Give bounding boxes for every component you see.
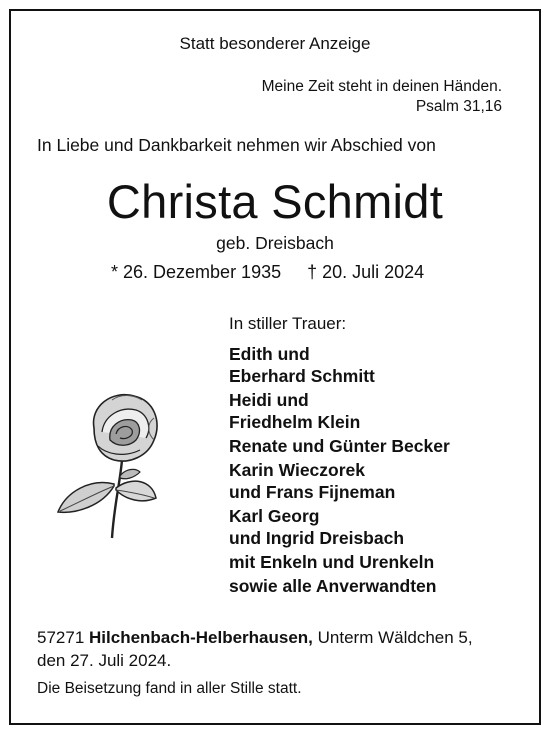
- place-and-date: [37, 626, 473, 672]
- mourner-line: Friedhelm Klein: [229, 412, 361, 432]
- notice-date: den 27. Juli 2024.: [37, 651, 172, 670]
- street-name: Unterm Wäldchen 5,: [317, 628, 473, 647]
- verse-source: Psalm 31,16: [415, 98, 502, 115]
- farewell-intro: In Liebe und Dankbarkeit nehmen wir Abschied von: [37, 135, 436, 155]
- mourner-line: sowie alle Anverwandten: [229, 576, 437, 596]
- mourner-line: Heidi und: [229, 390, 309, 410]
- town-name: Hilchenbach-Helberhausen,: [89, 628, 313, 647]
- mourner-line: Edith und: [229, 344, 310, 364]
- mourner-line: Karl Georg: [229, 506, 320, 526]
- birth-date: * 26. Dezember 1935: [111, 262, 282, 282]
- deceased-name: Christa Schmidt: [106, 175, 444, 228]
- rose-icon: [50, 388, 180, 548]
- mourner-group: [229, 551, 450, 573]
- mourner-line: mit Enkeln und Urenkeln: [229, 552, 435, 572]
- life-dates: [111, 262, 424, 283]
- mourner-line: Karin Wieczorek: [229, 460, 366, 480]
- mourner-group: [229, 459, 450, 503]
- postal-code: 57271: [37, 628, 85, 647]
- mourner-group: [229, 435, 450, 457]
- bible-verse: [262, 77, 502, 117]
- mourner-group: [229, 389, 450, 433]
- mourner-line: Renate und Günter Becker: [229, 436, 450, 456]
- birth-name: geb. Dreisbach: [216, 233, 334, 253]
- address-line: [37, 626, 473, 649]
- mourner-line: und Ingrid Dreisbach: [229, 528, 405, 548]
- notice-header: Statt besonderer Anzeige: [179, 34, 371, 53]
- mourner-group: [229, 505, 450, 549]
- burial-note: Die Beisetzung fand in aller Stille statt.: [37, 680, 302, 697]
- mourner-group: [229, 343, 450, 387]
- mourning-title: In stiller Trauer:: [229, 314, 347, 333]
- mourner-line: und Frans Fijneman: [229, 482, 396, 502]
- mourner-group: [229, 575, 450, 597]
- verse-text: Meine Zeit steht in deinen Händen.: [261, 78, 502, 95]
- mourner-line: Eberhard Schmitt: [229, 366, 375, 386]
- mourner-list: [229, 343, 450, 599]
- death-date: † 20. Juli 2024: [307, 262, 425, 282]
